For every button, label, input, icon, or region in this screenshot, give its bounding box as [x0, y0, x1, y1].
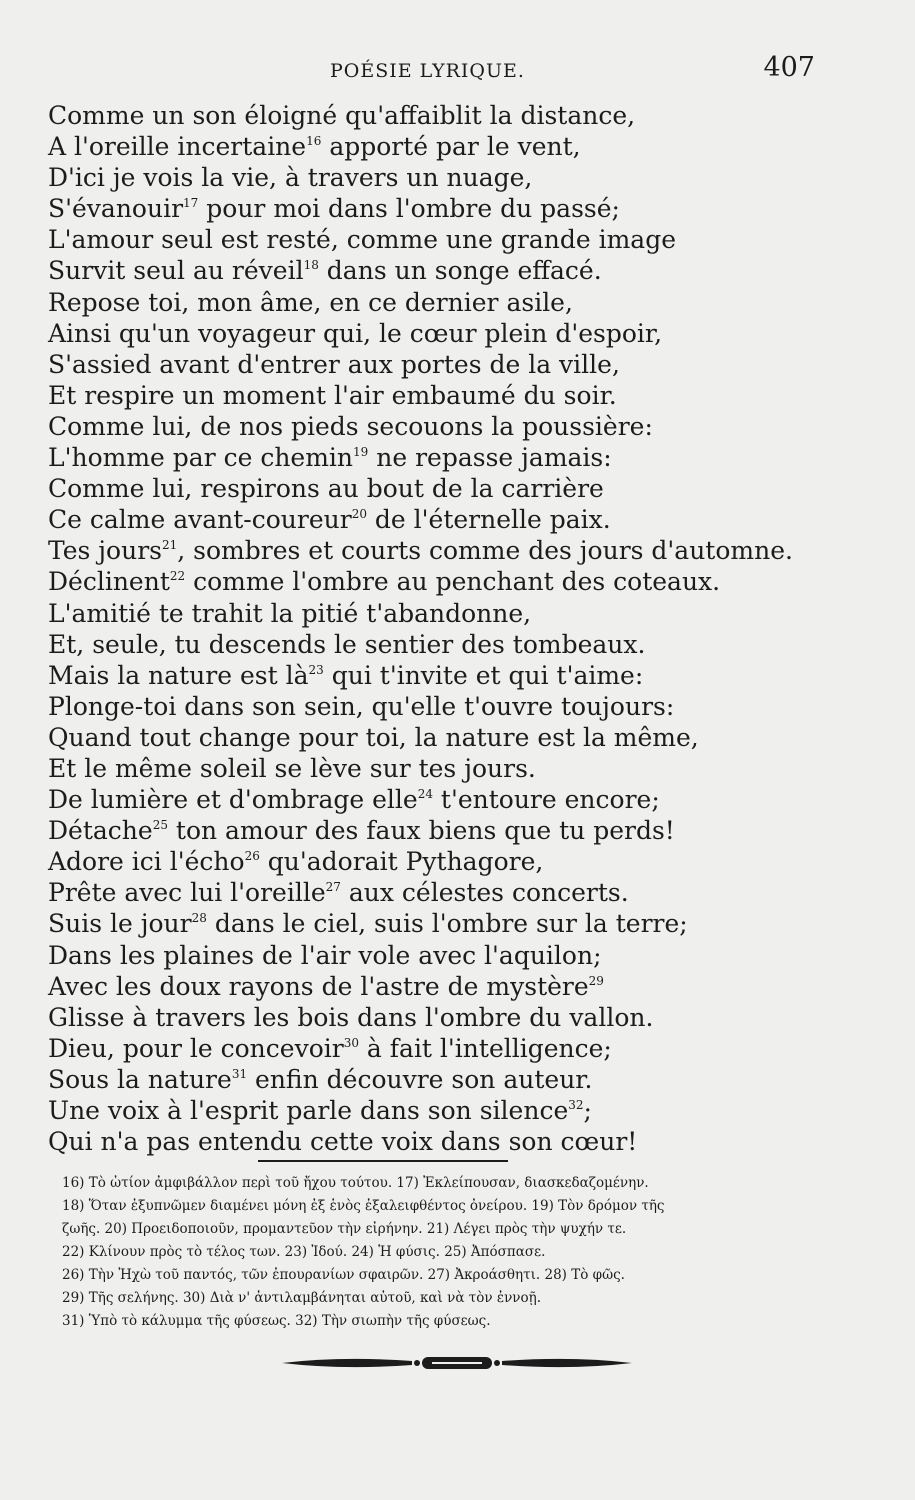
ornament-divider-icon — [282, 1352, 632, 1374]
verse-text-rest: apporté par le vent, — [321, 132, 581, 162]
verse-text-rest: t'entoure encore; — [432, 785, 660, 815]
verse-line — [48, 287, 868, 318]
footnote-marker: 16 — [306, 134, 322, 149]
verse-line — [48, 908, 868, 939]
footnote-line: 22) Κλίνουν πρὸς τὸ τέλος των. 23) Ἰδού. 24) Ἡ φύσις. 25) Ἀπόσπασε. — [62, 1244, 546, 1260]
verse-text: Ainsi qu'un voyageur qui, le cœur plein d'espoir, — [48, 318, 663, 348]
footnote-line: 18) Ὅταν ἐξυπνῶμεν διαμένει μόνη ἐξ ἑνὸς ἐξαλειφθέντος ὀνείρου. 19) Τὸν δρόμον τῆς — [62, 1198, 665, 1214]
verse-line — [48, 846, 868, 877]
verse-text: Survit seul au réveil — [48, 256, 304, 286]
verse-line — [48, 380, 868, 411]
verse-text: L'amour seul est resté, comme une grande image — [48, 225, 676, 255]
footnote-marker: 31 — [231, 1066, 248, 1081]
verse-line — [48, 318, 868, 349]
verse-line — [48, 815, 868, 846]
verse-text-rest: qu'adorait Pythagore, — [259, 847, 544, 877]
footnote-marker: 25 — [152, 818, 168, 833]
footnote-line: ζωῆς. 20) Προειδοποιοῦν, προμαντεῦον τὴν εἰρήνην. 21) Λέγει πρὸς τὴν ψυχήν τε. — [62, 1221, 627, 1237]
running-head: POÉSIE LYRIQUE. — [330, 60, 525, 82]
verse-text: D'ici je vois la vie, à travers un nuage, — [48, 163, 533, 193]
page-number: 407 — [763, 52, 815, 83]
verse-text: Glisse à travers les bois dans l'ombre du vallon. — [48, 1002, 654, 1032]
verse-line — [48, 629, 868, 660]
verse-text-rest: aux célestes concerts. — [340, 878, 629, 908]
verse-line — [48, 1064, 868, 1095]
verse-text: Sous la nature — [48, 1064, 232, 1094]
verse-line — [48, 473, 868, 504]
verse-text-rest: qui t'invite et qui t'aime: — [323, 660, 644, 690]
footnotes — [62, 1172, 862, 1333]
verse-text: Qui n'a pas entendu cette voix dans son cœur! — [48, 1127, 638, 1157]
verse-text: Ce calme avant-coureur — [48, 505, 352, 535]
footnote-line: 16) Τὸ ὠτίον ἀμφιβάλλον περὶ τοῦ ἤχου τούτου. 17) Ἐκλείπουσαν, διασκεδαζομένην. — [62, 1175, 649, 1191]
footnote-marker: 19 — [353, 445, 369, 460]
verse-text-rest: de l'éternelle paix. — [366, 505, 611, 535]
verse-text: Comme lui, respirons au bout de la carrière — [48, 474, 604, 504]
verse-text: Détache — [48, 816, 153, 846]
footnote-marker: 32 — [568, 1098, 584, 1112]
verse-text-rest: ton amour des faux biens que tu perds! — [167, 816, 675, 846]
verse-line — [48, 255, 868, 286]
verse-line — [48, 971, 868, 1002]
verse-text: Repose toi, mon âme, en ce dernier asile, — [48, 287, 573, 317]
verse-text: Quand tout change pour toi, la nature est la même, — [48, 722, 699, 752]
verse-text: Comme lui, de nos pieds secouons la poussière: — [48, 411, 653, 441]
footnote-line: 31) Ὑπὸ τὸ κάλυμμα τῆς φύσεως. 32) Τὴν σιωπὴν τῆς φύσεως. — [62, 1313, 491, 1329]
footnote-line: 29) Τῆς σελήνης. 30) Διὰ ν' ἀντιλαμβάνηται αὐτοῦ, καὶ νὰ τὸν ἐννοῇ. — [62, 1290, 542, 1306]
verse-text: Adore ici l'écho — [48, 847, 245, 877]
footnote-marker: 26 — [244, 849, 260, 864]
footnote-marker: 21 — [162, 538, 178, 553]
verse-text: Mais la nature est là — [48, 660, 309, 690]
footnote-marker: 18 — [303, 258, 319, 273]
footnote-marker: 20 — [351, 507, 367, 522]
verse-line — [48, 100, 868, 131]
verse-text: De lumière et d'ombrage elle — [48, 785, 418, 815]
footnote-marker: 23 — [308, 662, 324, 677]
verse-text: Comme un son éloigné qu'affaiblit la distance, — [48, 101, 636, 130]
verse-text-rest: comme l'ombre au penchant des coteaux. — [185, 567, 721, 597]
verse-text-rest: enfin découvre son auteur. — [247, 1064, 593, 1094]
page-header — [0, 52, 915, 92]
verse-text-rest: , sombres et courts comme des jours d'automne. — [177, 536, 793, 566]
verse-text: S'évanouir — [48, 194, 184, 224]
footnote-marker: 29 — [588, 973, 604, 988]
verse-line — [48, 660, 868, 691]
verse-text: L'amitié te trahit la pitié t'abandonne, — [48, 598, 532, 628]
verse-text: Suis le jour — [48, 909, 192, 939]
verse-line — [48, 598, 868, 629]
verse-text: Une voix à l'esprit parle dans son silence — [48, 1096, 569, 1125]
verse-text-rest: dans un songe effacé. — [318, 256, 602, 286]
verse-line — [48, 784, 868, 815]
verse-line — [48, 504, 868, 535]
footnote-marker: 17 — [183, 196, 199, 211]
verse-line — [48, 131, 868, 162]
verse-line — [48, 722, 868, 753]
verse-text: S'assied avant d'entrer aux portes de la ville, — [48, 349, 620, 379]
verse-text: Prête avec lui l'oreille — [48, 878, 326, 908]
verse-line — [48, 442, 868, 473]
verse-text: Et, seule, tu descends le sentier des tombeaux. — [48, 629, 646, 659]
verse-line — [48, 411, 868, 442]
verse-line — [48, 877, 868, 908]
verse-text: Avec les doux rayons de l'astre de mystère — [48, 971, 589, 1001]
verse-line — [48, 1095, 868, 1126]
verse-line — [48, 193, 868, 224]
verse-text: Déclinent — [48, 567, 170, 597]
verse-text-rest: ; — [583, 1096, 592, 1125]
footnote-marker: 24 — [417, 787, 433, 802]
footnote-marker: 28 — [191, 911, 207, 926]
footnote-line: 26) Τὴν Ἠχὼ τοῦ παντός, τῶν ἐπουρανίων σφαιρῶν. 27) Ἀκροάσθητι. 28) Τὸ φῶς. — [62, 1267, 625, 1283]
footnote-rule — [258, 1160, 508, 1162]
verse-line — [48, 1126, 868, 1157]
footnote-marker: 30 — [343, 1035, 359, 1050]
verse-line — [48, 691, 868, 722]
verse-line — [48, 162, 868, 193]
verse-text: Tes jours — [48, 536, 162, 566]
verse-text: L'homme par ce chemin — [48, 443, 354, 473]
verse-text: Et le même soleil se lève sur tes jours. — [48, 753, 536, 783]
verse-line — [48, 1002, 868, 1033]
verse-line — [48, 940, 868, 971]
verse-text-rest: ne repasse jamais: — [368, 443, 612, 473]
verse-text-rest: dans le ciel, suis l'ombre sur la terre; — [206, 909, 688, 939]
verse-text: Dieu, pour le concevoir — [48, 1033, 344, 1063]
footnote-marker: 22 — [169, 569, 186, 584]
poem-body — [48, 100, 868, 1157]
verse-line — [48, 349, 868, 380]
verse-line — [48, 535, 868, 566]
footnote-marker: 27 — [325, 880, 341, 895]
verse-line — [48, 224, 868, 255]
verse-text: A l'oreille incertaine — [48, 132, 307, 162]
verse-line — [48, 1033, 868, 1064]
verse-text-rest: à fait l'intelligence; — [358, 1033, 612, 1063]
verse-text-rest: pour moi dans l'ombre du passé; — [198, 194, 620, 224]
verse-text: Plonge-toi dans son sein, qu'elle t'ouvre toujours: — [48, 691, 675, 721]
verse-line — [48, 753, 868, 784]
verse-text: Dans les plaines de l'air vole avec l'aquilon; — [48, 940, 602, 970]
verse-text: Et respire un moment l'air embaumé du soir. — [48, 380, 617, 410]
verse-line — [48, 566, 868, 597]
